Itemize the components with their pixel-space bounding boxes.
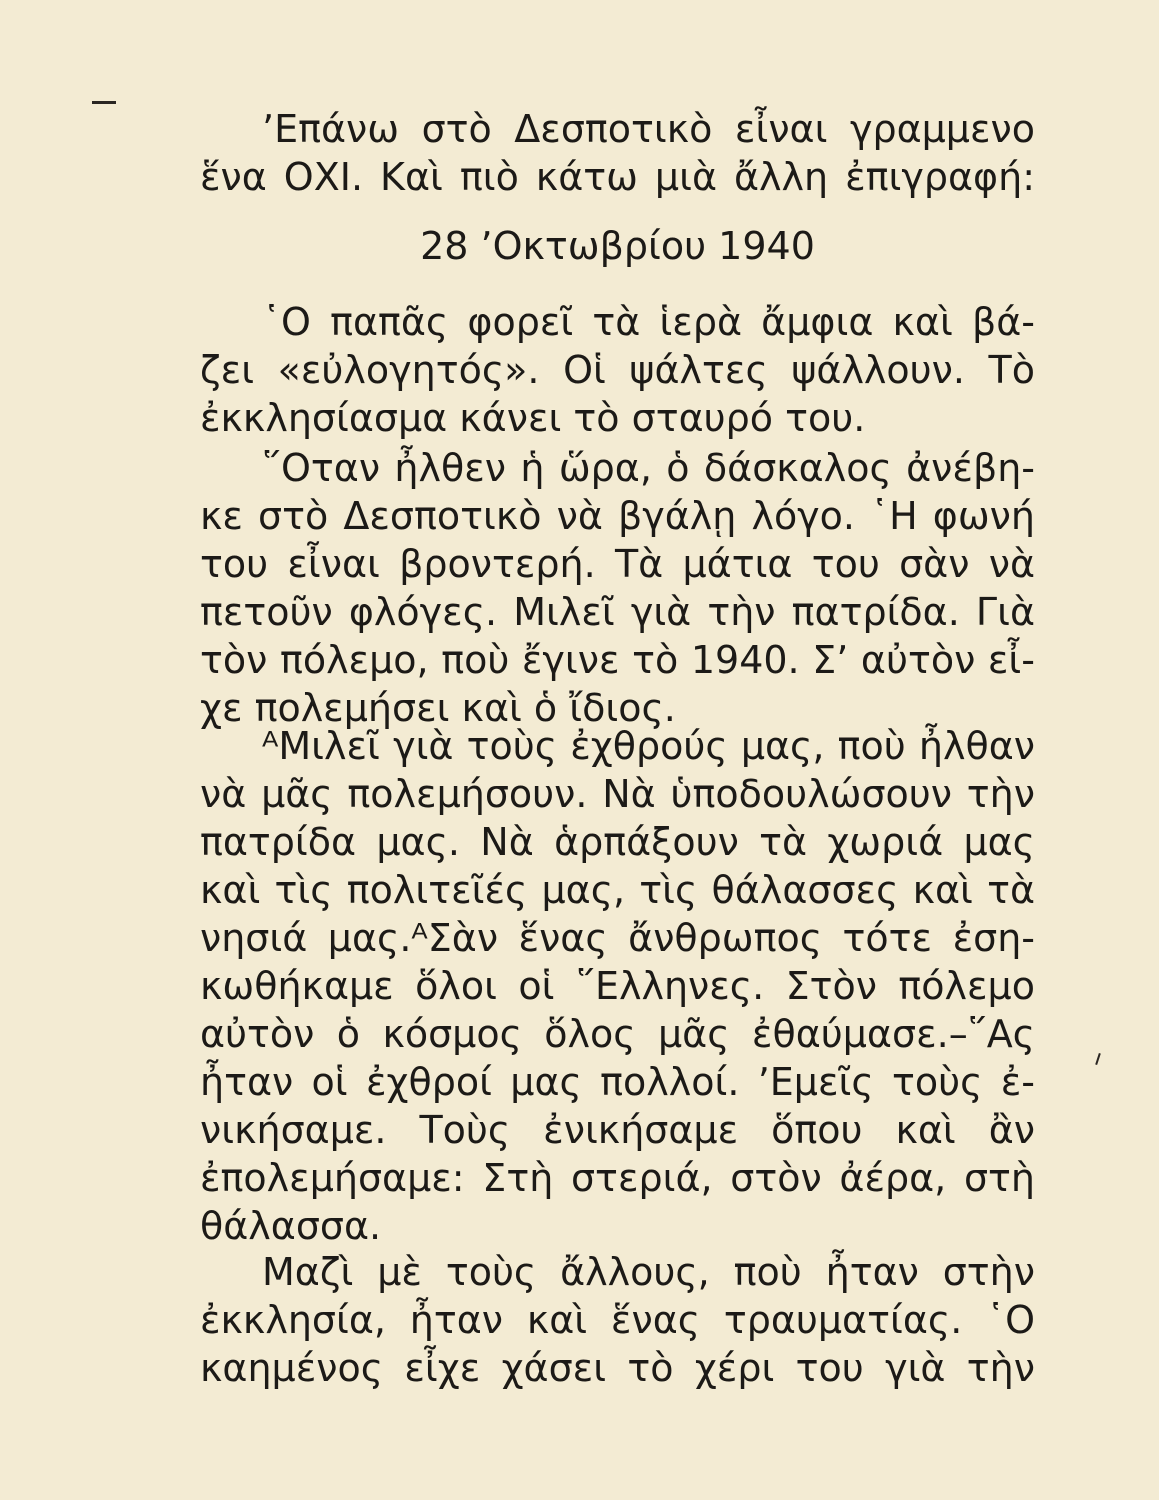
text-line: νησιά μας.ᴬΣὰν ἕνας ἄνθρωπος τότε ἐση- <box>200 916 1035 960</box>
text-line: ᴬΜιλεῖ γιὰ τοὺς ἐχθρούς μας, ποὺ ἦλθαν <box>262 724 1035 768</box>
text-line: ἦταν οἱ ἐχθροί μας πολλοί. ’Εμεῖς τοὺς ἐ- <box>200 1060 1035 1104</box>
text-line: θάλασσα. <box>200 1204 382 1248</box>
text-line: χε πολεμήσει καὶ ὁ ἴδιος. <box>200 686 676 730</box>
text-line: ’Επάνω στὸ Δεσποτικὸ εἶναι γραμμενο <box>262 107 1035 151</box>
text-line: πετοῦν φλόγες. Μιλεῖ γιὰ τὴν πατρίδα. Γιὰ <box>200 590 1035 634</box>
text-line: νικήσαμε. Τοὺς ἐνικήσαμε ὅπου καὶ ἂν <box>200 1108 1035 1152</box>
text-line: κωθήκαμε ὅλοι οἱ ῞Ελληνες. Στὸν πόλεμο <box>200 964 1035 1008</box>
text-line: πατρίδα μας. Νὰ ἁρπάξουν τὰ χωριά μας <box>200 820 1035 864</box>
text-line: Μαζὶ μὲ τοὺς ἄλλους, ποὺ ἦταν στὴν <box>262 1250 1035 1294</box>
date-heading: 28 ’Οκτωβρίου 1940 <box>420 224 815 268</box>
text-line: ἕνα ΟΧΙ. Καὶ πιὸ κάτω μιὰ ἄλλη ἐπιγραφή: <box>200 155 1035 199</box>
text-line: κε στὸ Δεσποτικὸ νὰ βγάλῃ λόγο. ῾Η φωνή <box>200 494 1035 538</box>
text-line: ζει «εὐλογητός». Οἱ ψάλτες ψάλλουν. Τὸ <box>200 348 1035 392</box>
text-line: καὶ τὶς πολιτεῖές μας, τὶς θάλασσες καὶ τὰ <box>200 868 1035 912</box>
text-line: ἐκκλησία, ἦταν καὶ ἕνας τραυματίας. ῾Ο <box>200 1298 1035 1342</box>
text-line: ἐπολεμήσαμε: Στὴ στεριά, στὸν ἀέρα, στὴ <box>200 1156 1035 1200</box>
text-line: νὰ μᾶς πολεμήσουν. Νὰ ὑποδουλώσουν τὴν <box>200 772 1035 816</box>
margin-tick-mark <box>1095 1053 1101 1065</box>
text-line: ἐκκλησίασμα κάνει τὸ σταυρό του. <box>200 396 866 440</box>
text-line: ῞Οταν ἦλθεν ἡ ὥρα, ὁ δάσκαλος ἀνέβη- <box>262 446 1035 490</box>
text-line: τὸν πόλεμο, ποὺ ἔγινε τὸ 1940. Σ’ αὐτὸν εἶ- <box>200 638 1035 682</box>
text-line: αὐτὸν ὁ κόσμος ὅλος μᾶς ἐθαύμασε.–῞Ας <box>200 1012 1035 1056</box>
margin-dash-mark <box>92 101 116 104</box>
text-line: του εἶναι βροντερή. Τὰ μάτια του σὰν νὰ <box>200 542 1035 586</box>
text-line: ῾Ο παπᾶς φορεῖ τὰ ἱερὰ ἄμφια καὶ βά- <box>262 300 1035 344</box>
text-line: καημένος εἶχε χάσει τὸ χέρι του γιὰ τὴν <box>200 1346 1035 1390</box>
